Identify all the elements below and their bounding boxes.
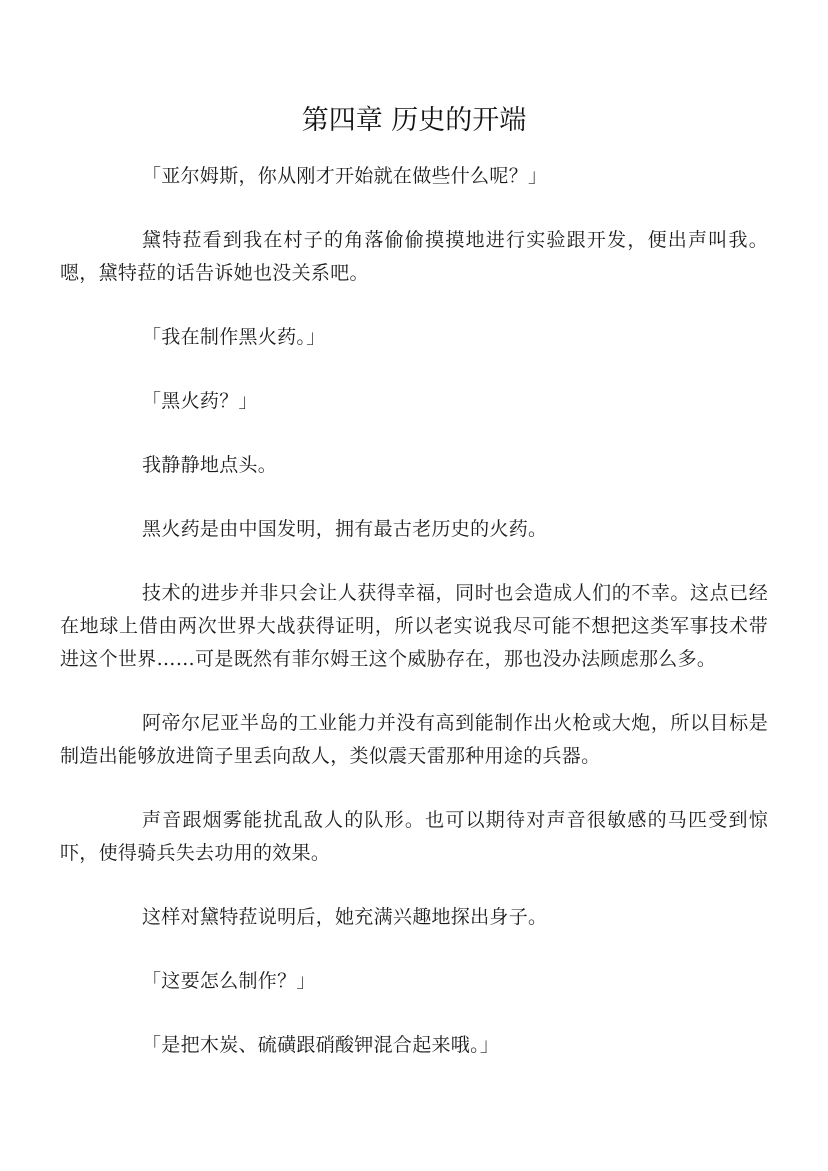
paragraph: 黑火药是由中国发明，拥有最古老历史的火药。 (142, 518, 548, 540)
paragraph: 「是把木炭、硫磺跟硝酸钾混合起来哦。」 (142, 1034, 500, 1056)
paragraph: 技术的进步并非只会让人获得幸福，同时也会造成人们的不幸。这点已经在地球上借由两次世界大战获得证明，所以老实说我尽可能不想把这类军事技术带进这个世界……可是既然有菲尔姆王这个威胁存在，那也没办法顾虑那么多。 (60, 582, 768, 670)
paragraph: 「亚尔姆斯，你从刚才开始就在做些什么呢？」 (142, 165, 548, 187)
paragraph: 这样对黛特菈说明后，她充满兴趣地探出身子。 (142, 906, 548, 928)
paragraph: 声音跟烟雾能扰乱敌人的队形。也可以期待对声音很敏感的马匹受到惊吓，使得骑兵失去功用的效果。 (60, 809, 768, 864)
paragraph: 「我在制作黑火药。」 (142, 326, 326, 348)
chapter-body (60, 160, 768, 1093)
chapter-title: 第四章 历史的开端 (301, 105, 527, 136)
paragraph: 「这要怎么制作？」 (142, 970, 316, 992)
paragraph: 「黑火药？」 (142, 390, 258, 412)
paragraph: 黛特菈看到我在村子的角落偷偷摸摸地进行实验跟开发，便出声叫我。嗯，黛特菈的话告诉她也没关系吧。 (60, 229, 768, 284)
paragraph: 阿帝尔尼亚半岛的工业能力并没有高到能制作出火枪或大炮，所以目标是制造出能够放进筒子里丢向敌人，类似震天雷那种用途的兵器。 (60, 712, 768, 767)
paragraph: 我静静地点头。 (142, 454, 278, 476)
